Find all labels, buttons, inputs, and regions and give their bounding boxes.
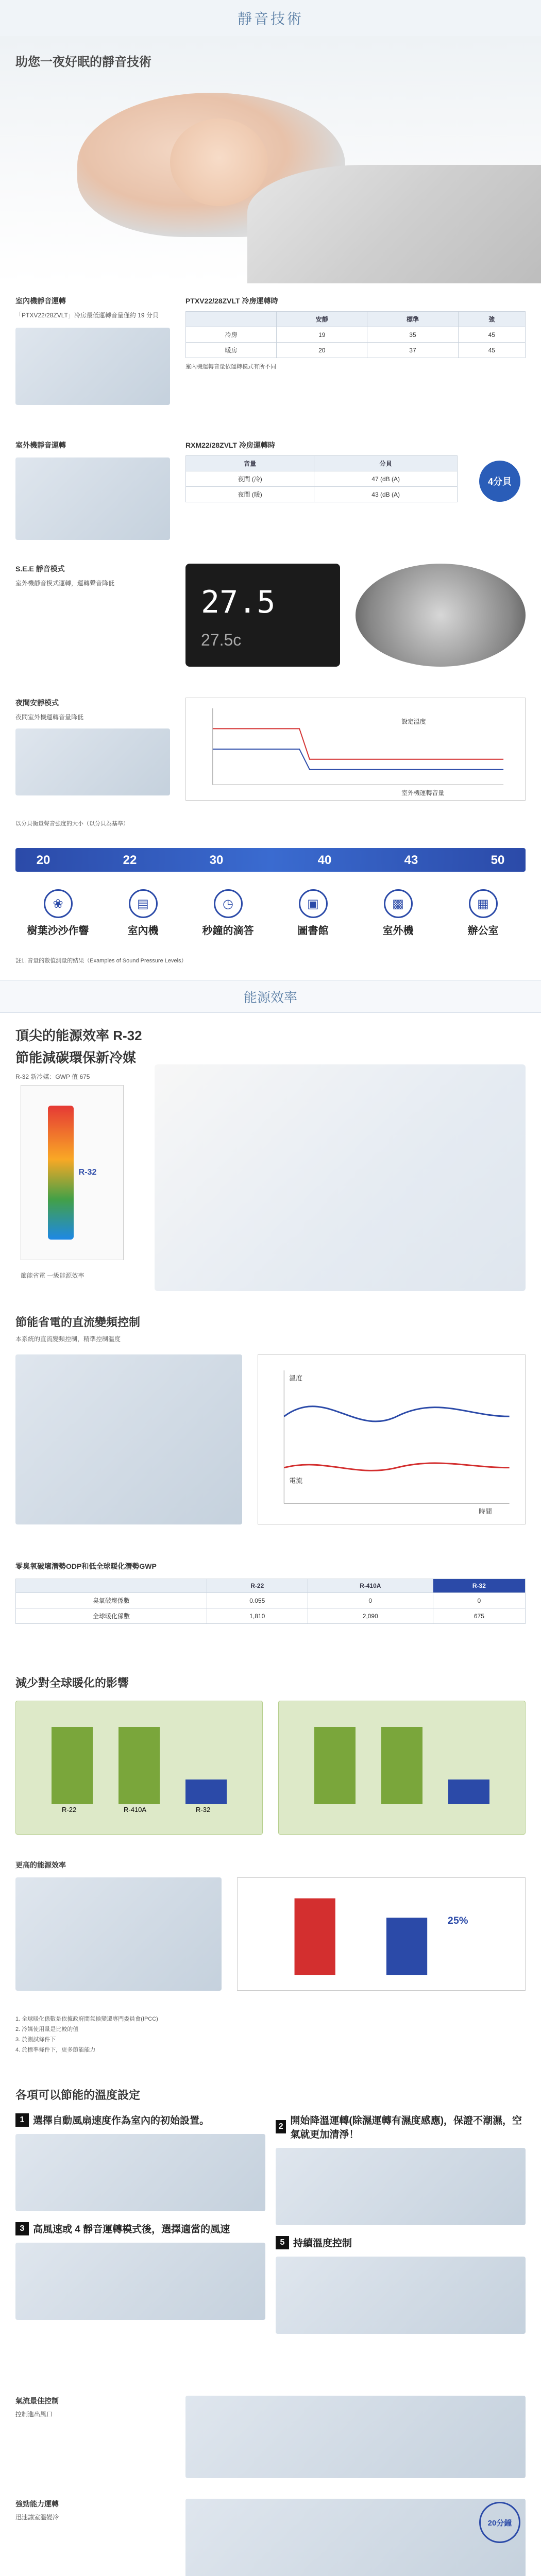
table1-note: 室內機運轉音量依運轉模式有所不同 [185, 364, 276, 370]
svg-text:R-410A: R-410A [124, 1806, 147, 1814]
refill-graph [237, 1877, 526, 1991]
outdoor-icon-item: ▩ 室外機 [367, 889, 429, 951]
section-title-efficiency: 能源效率 [0, 980, 541, 1013]
library-icon-item: ▣ 圖書館 [282, 889, 344, 951]
co2-chart-2 [278, 1701, 526, 1835]
eff-hero [0, 1013, 541, 1301]
decibel-badge: 4分貝 [479, 461, 520, 502]
quiet-night [0, 685, 541, 819]
inverter-title: 節能省電的直流變頻控制 [15, 1316, 141, 1329]
para4-title: 夜間安靜模式 [15, 699, 59, 707]
mother-child-image [155, 1064, 526, 1291]
compressor-image [15, 1354, 242, 1524]
library-icon: ▣ [299, 889, 328, 918]
clock-icon: ◷ [214, 889, 243, 918]
refill-image [15, 1877, 222, 1991]
svg-text:R-22: R-22 [62, 1806, 77, 1814]
eff-inverter [0, 1301, 541, 1549]
clock-icon-item: ◷ 秒鐘的滴答 [197, 889, 259, 951]
co2-bar-2 [119, 1727, 160, 1804]
inverter-graph-svg [258, 1355, 525, 1524]
graph-label-2: 室外機運轉音量 [401, 789, 445, 797]
svg-text:R-32: R-32 [196, 1806, 211, 1814]
eff-h2: 節能減碳環保新冷媒 [15, 1050, 137, 1065]
table2-title: RXM22/28ZVLT 冷房運轉時 [185, 441, 275, 449]
fan-image [356, 564, 526, 667]
eff-h1: 頂尖的能源效率 R-32 [15, 1028, 142, 1043]
scale-num-1: 20 [36, 853, 50, 867]
inv-label-1: 溫度 [289, 1374, 303, 1382]
office-icon: ▦ [469, 889, 498, 918]
hero-baby [0, 36, 541, 283]
co2-bar-1 [52, 1727, 93, 1804]
powerful-image [185, 2499, 526, 2576]
inverter-text: 本系統的直流變頻控制，精準控制溫度 [15, 1335, 121, 1343]
refill-title: 更高的能源效率 [15, 1861, 66, 1869]
decibel-scale [0, 838, 541, 879]
eff-para: R-32 新冷媒：GWP 值 675 [15, 1073, 90, 1080]
powerful: 強勁能力運轉 迅速讓室溫變冷 20分鐘 [0, 2486, 541, 2576]
energy-grad-bar [48, 1106, 74, 1240]
baby-face [170, 118, 268, 206]
table1: 安靜 標準 強 冷房 19 35 45 暖房 20 37 45 [185, 311, 526, 358]
co2-svg-1 [26, 1711, 252, 1815]
airflow: 氣流最佳控制 控制進出風口 [0, 2383, 541, 2486]
outdoor-icon: ▩ [384, 889, 413, 918]
display-temp: 27.5 [201, 584, 276, 620]
step-5-image [276, 2257, 526, 2334]
powerful-badge: 20分鐘 [479, 2502, 520, 2543]
quiet-indoor [0, 283, 541, 428]
step-3-image [15, 2243, 265, 2320]
para3-title: S.E.E 靜音模式 [15, 565, 65, 573]
sound-icons [0, 889, 541, 951]
eff-notes: 1. 全球暖化係數是依據政府間氣候變遷專門委員會(IPCC) 2. 冷媒使用量是比較的值 3. 於測試條件下 4. 於標準條件下，更多節能能力 [15, 2016, 158, 2053]
para3-text: 室外機靜音模式運轉，運轉聲音降低 [15, 580, 115, 587]
indoor-icon-item: ▤ 室內機 [112, 889, 174, 951]
night-graph-svg [186, 698, 525, 800]
night-graph [185, 698, 526, 801]
graph-label-1: 設定溫度 [401, 718, 426, 725]
scale-footnote: 註1. 音量的數值測量的結果（Examples of Sound Pressure Levels） [15, 958, 187, 964]
quiet-see [0, 551, 541, 685]
co2-chart-1 [15, 1701, 263, 1835]
leaf-icon: ❀ [44, 889, 73, 918]
step-2: 2 開始降溫運轉(除濕運轉有濕度感應)，保證不潮濕，空氣就更加清淨！ [276, 2113, 526, 2141]
quiet-subtitle: 助您一夜好眠的靜音技術 [15, 55, 151, 69]
outdoor-unit-image [15, 457, 170, 540]
energy-label [21, 1085, 124, 1260]
eff-co2 [0, 1662, 541, 1848]
step-1: 1 選擇自動風扇速度作為室內的初始設置。 [15, 2113, 265, 2127]
step-5: 5 持續溫度控制 [276, 2235, 526, 2249]
step-1-image [15, 2134, 265, 2211]
eff-refill [0, 1848, 541, 2002]
energy-label-text: R-32 [78, 1168, 97, 1177]
airflow-image [185, 2396, 526, 2478]
table1-title: PTXV22/28ZVLT 冷房運轉時 [185, 297, 278, 305]
scale-num-2: 22 [123, 853, 137, 867]
refill-value: 25% [447, 1915, 468, 1927]
refill-bar-2 [386, 1918, 427, 1975]
gwp-title: 零臭氧破壞潛勢ODP和低全球暖化潛勢GWP [15, 1562, 157, 1570]
table2: 音量 分貝 夜間 (冷) 47 (dB (A) 夜間 (暖) 43 (dB (A) [185, 455, 458, 502]
scale-num-6: 50 [491, 853, 505, 867]
quiet-outdoor [0, 428, 541, 551]
co2-title: 減少對全球暖化的影響 [15, 1676, 129, 1689]
blanket-image [247, 165, 541, 283]
eff-gwp [0, 1549, 541, 1662]
comfort-title: 各項可以節能的溫度設定 [15, 2089, 141, 2102]
inverter-graph [258, 1354, 526, 1524]
scale-note: 以分貝衡量聲音強度的大小（以分貝為基準） [15, 821, 129, 827]
comfort [0, 2074, 541, 2383]
para2-title: 室外機靜音運轉 [15, 441, 66, 449]
para1-title: 室內機靜音運轉 [15, 297, 66, 305]
para4-text: 夜間室外機運轉音量降低 [15, 714, 84, 721]
inv-label-3: 時間 [478, 1507, 492, 1516]
night-image [15, 728, 170, 795]
section-title-quiet: 靜音技術 [0, 0, 541, 36]
indoor-unit-image [15, 328, 170, 405]
step-3: 3 高風速或 4 靜音運轉模式後，選擇適當的風速 [15, 2222, 265, 2235]
leaf-icon-item: ❀ 樹葉沙沙作響 [27, 889, 89, 951]
gwp-table: R-22 R-410A R-32 臭氧破壞係數 0.055 0 0 全球暖化係數 1,810 2,090 675 [15, 1579, 526, 1624]
co2-bar-3 [185, 1780, 227, 1804]
eff-caption: 節能省電 一級能源效率 [21, 1272, 84, 1279]
scale-num-3: 30 [209, 853, 224, 867]
scale-num-4: 40 [317, 853, 332, 867]
para1-text: 「PTXV22/28ZVLT」冷房最低運轉音量僅約 19 分貝 [15, 312, 159, 319]
scale-num-5: 43 [404, 853, 418, 867]
graph-line-red [213, 728, 503, 759]
indoor-icon: ▤ [129, 889, 158, 918]
inv-label-2: 電流 [289, 1477, 303, 1485]
refill-bar-1 [295, 1899, 335, 1975]
scale-bar [15, 848, 526, 872]
step-2-image [276, 2148, 526, 2225]
display-panel [185, 564, 340, 667]
display-sub: 27.5c [201, 631, 242, 649]
office-icon-item: ▦ 辦公室 [452, 889, 514, 951]
co2-svg-2 [289, 1711, 515, 1815]
